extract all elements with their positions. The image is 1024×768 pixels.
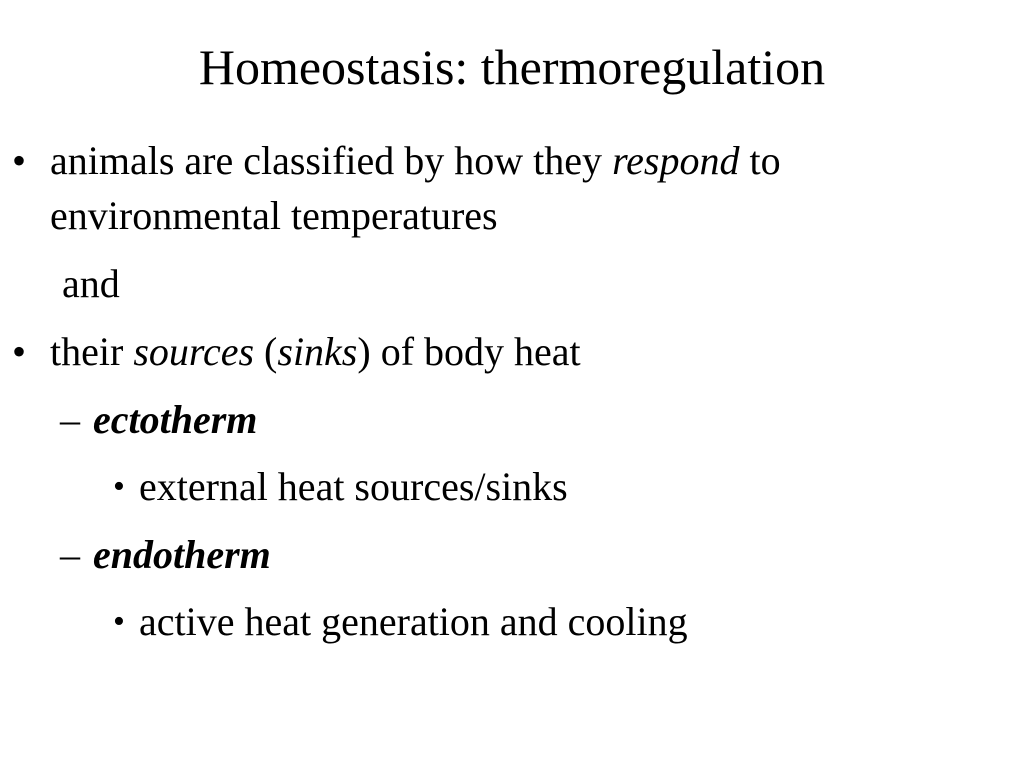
sub-sub-item-endotherm-detail: active heat generation and cooling	[139, 599, 688, 644]
sub-bullet-marker: •	[113, 603, 125, 640]
bullet-item-heat-sources	[50, 328, 581, 376]
bullet-marker: •	[12, 329, 27, 374]
sub-bullet-marker: •	[113, 468, 125, 505]
bullet-item-classification-line2: environmental temperatures	[50, 193, 498, 238]
bullet-marker: •	[12, 138, 27, 183]
sub-sub-item-ectotherm-detail: external heat sources/sinks	[139, 464, 568, 509]
bullet-text: (	[254, 329, 278, 374]
bullet-text: animals are classified by how they	[50, 138, 613, 183]
dash-marker: –	[60, 397, 80, 442]
bullet-item-classification	[50, 137, 781, 185]
slide-title: Homeostasis: thermoregulation	[198, 39, 826, 95]
sub-item-ectotherm: ectotherm	[93, 397, 258, 442]
bullet-text: to	[739, 138, 781, 183]
bullet-text-italic: respond	[612, 138, 740, 183]
bullet-text: their	[50, 329, 134, 374]
bullet-text-italic: sources	[133, 329, 255, 374]
connector-text: and	[62, 261, 120, 306]
bullet-text-italic: sinks	[277, 329, 358, 374]
bullet-text: ) of body heat	[357, 329, 581, 374]
sub-item-endotherm: endotherm	[93, 532, 271, 577]
dash-marker: –	[60, 532, 80, 577]
